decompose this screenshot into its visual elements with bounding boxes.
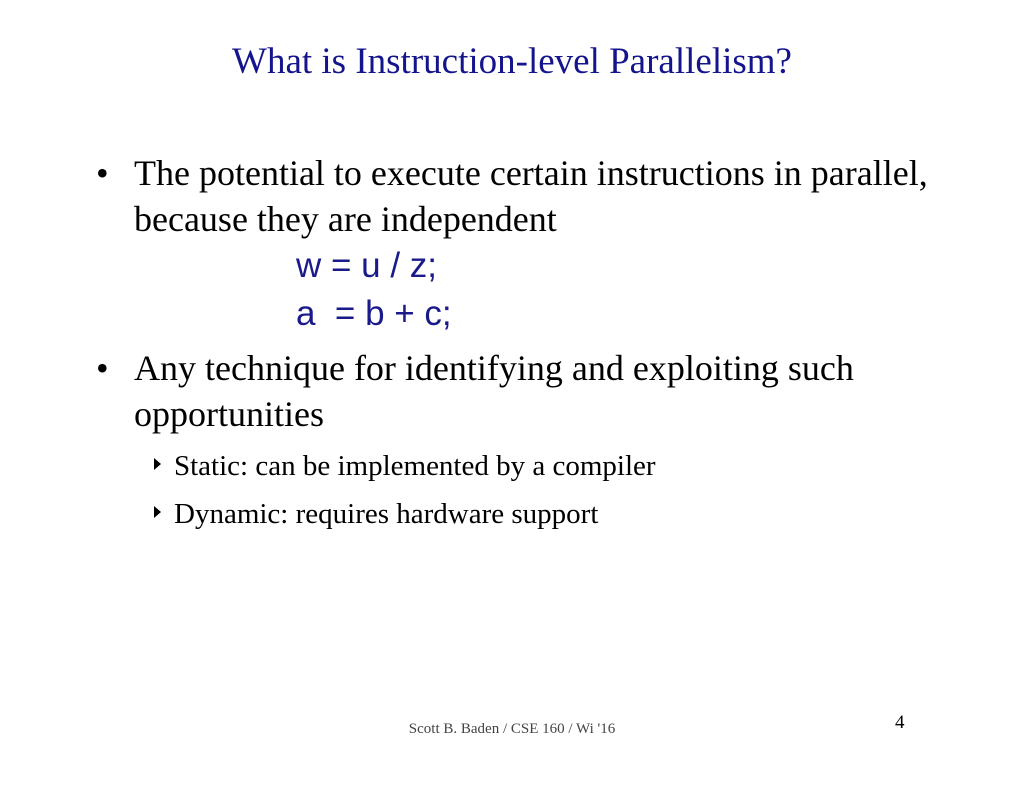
slide-title: What is Instruction-level Parallelism? <box>232 41 792 82</box>
bullet-text: The potential to execute certain instructions in parallel, because they are independent <box>134 153 928 239</box>
bullet-marker: • <box>96 153 109 193</box>
bullet-marker: • <box>96 348 109 388</box>
sub-bullet-text: Static: can be implemented by a compiler <box>174 450 656 482</box>
bullet-text: Any technique for identifying and exploiting such opportunities <box>134 348 854 434</box>
code-line: w = u / z; <box>296 246 438 285</box>
triangle-right-icon <box>154 458 161 470</box>
slide-footer: Scott B. Baden / CSE 160 / Wi '16 <box>408 721 616 737</box>
code-line: a = b + c; <box>296 294 452 333</box>
sub-bullet-text: Dynamic: requires hardware support <box>174 498 599 530</box>
page-number: 4 <box>895 712 905 733</box>
triangle-right-icon <box>154 506 161 518</box>
